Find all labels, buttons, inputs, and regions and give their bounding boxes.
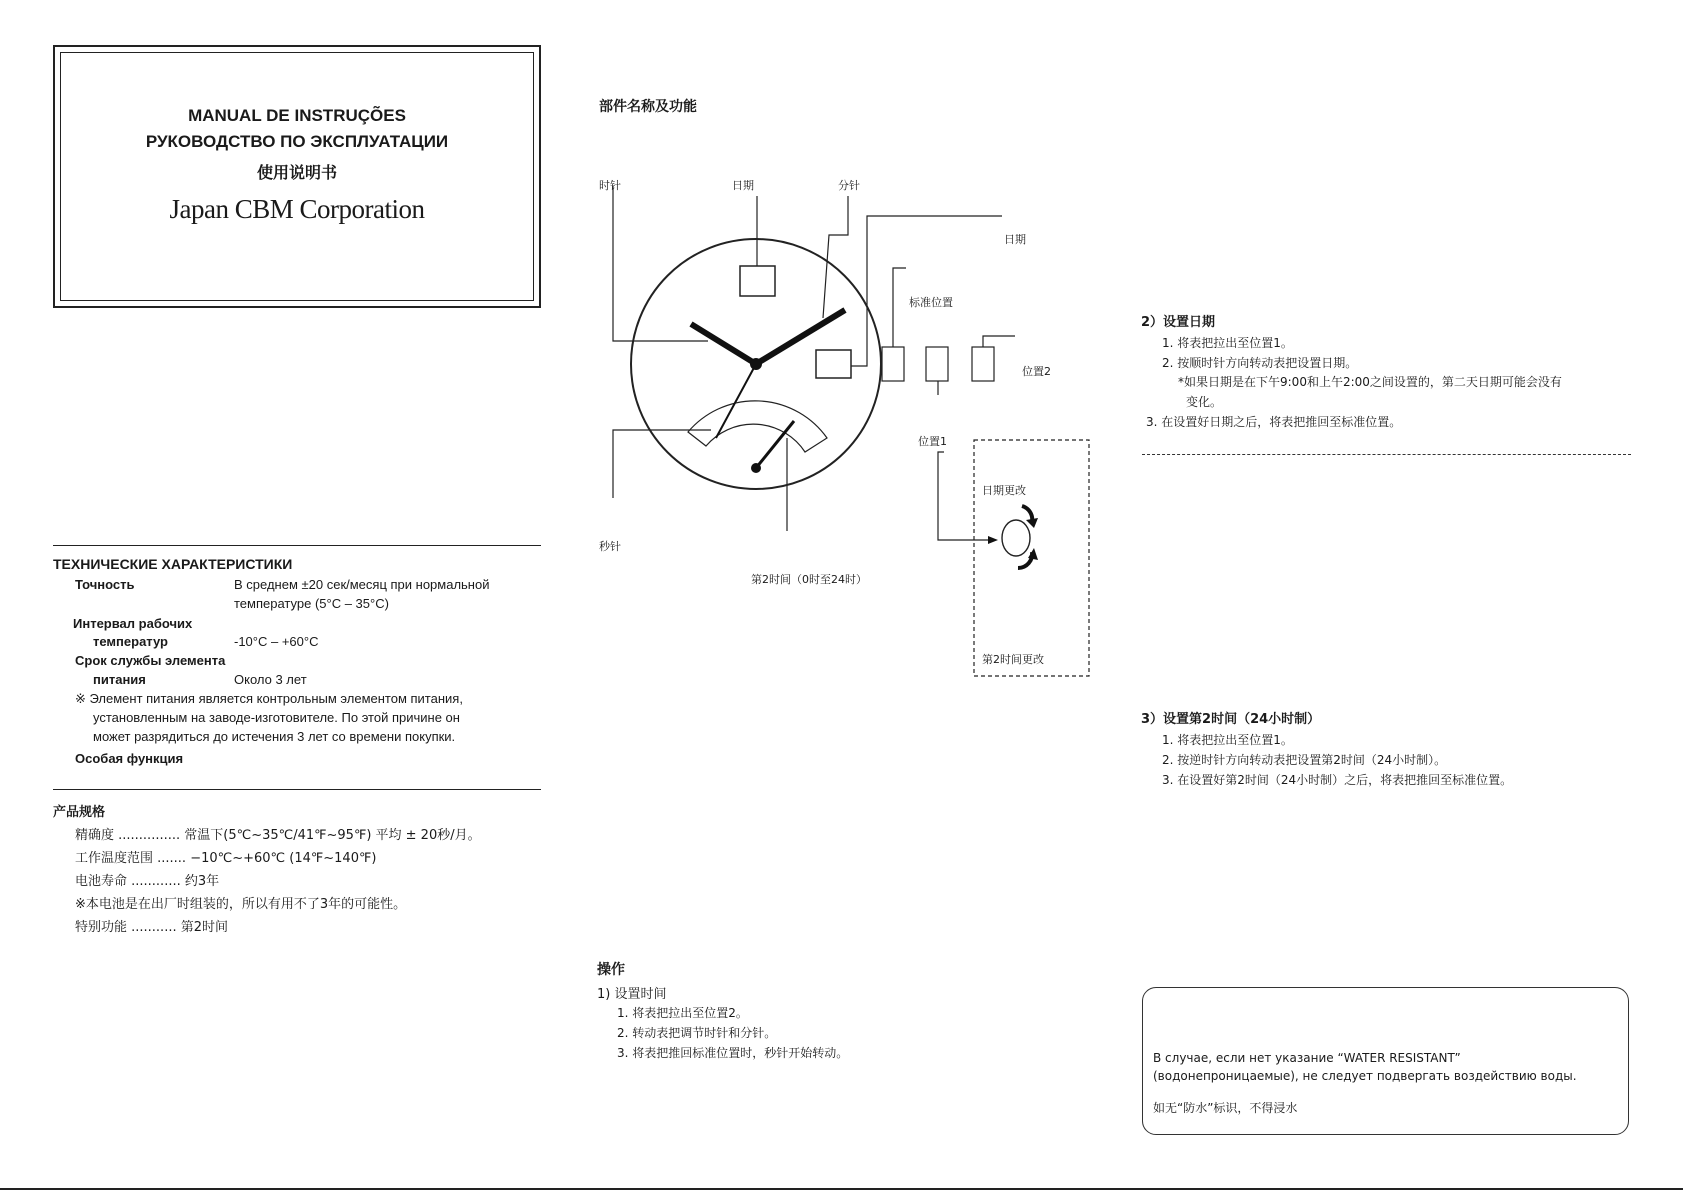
cn-accuracy: 精确度 ............... 常温下(5℃~35℃/41℉~95℉) 平均 ± 20秒/月。 bbox=[75, 828, 481, 843]
cn-specs-heading: 产品规格 bbox=[53, 805, 106, 820]
label-position2: 位置2 bbox=[1022, 365, 1051, 378]
leader-position1 bbox=[938, 452, 988, 540]
hour-hand bbox=[691, 324, 756, 364]
set-date-step3: 3. 在设置好日期之后，将表把推回至标准位置。 bbox=[1146, 415, 1402, 429]
leader-hour-hand bbox=[613, 186, 708, 341]
ru-battery-label: Срок службы элемента bbox=[75, 653, 226, 668]
date-window-top bbox=[740, 266, 775, 296]
rotation-arrow-bottom-head bbox=[1028, 548, 1038, 560]
op-set-time-heading: 1) 设置时间 bbox=[597, 987, 667, 1002]
second-time-pivot bbox=[751, 463, 761, 473]
ru-specs-heading: ТЕХНИЧЕСКИЕ ХАРАКТЕРИСТИКИ bbox=[53, 556, 293, 572]
label-second-time-change: 第2时间更改 bbox=[982, 653, 1044, 666]
rotation-arrow-bottom bbox=[1018, 552, 1032, 568]
page-bottom-edge bbox=[0, 1188, 1683, 1190]
op-set-time-step1: 1. 将表把拉出至位置2。 bbox=[617, 1006, 748, 1020]
cn-battery: 电池寿命 ............ 约3年 bbox=[75, 874, 220, 889]
set-date-note: *如果日期是在下午9:00和上午2:00之间设置的，第二天日期可能会没有 bbox=[1178, 375, 1562, 389]
minute-hand bbox=[756, 310, 845, 364]
label-minute-hand: 分针 bbox=[838, 179, 860, 192]
ru-note-line-3: может разрядиться до истечения 3 лет со времени покупки. bbox=[93, 729, 456, 744]
label-position1: 位置1 bbox=[918, 435, 947, 448]
label-second-time: 第2时间（0时至24时） bbox=[751, 573, 867, 586]
leader-minute-hand bbox=[823, 196, 848, 318]
set-second-time-step3: 3. 在设置好第2时间（24小时制）之后，将表把推回至标准位置。 bbox=[1162, 773, 1513, 787]
set-date-note-2: 变化。 bbox=[1186, 395, 1223, 409]
ru-note-line-1: ※ Элемент питания является контрольным элементом питания, bbox=[75, 691, 463, 706]
label-hour-hand: 时针 bbox=[599, 179, 621, 192]
set-second-time-step2: 2. 按逆时针方向转动表把设置第2时间（24小时制）。 bbox=[1162, 753, 1447, 767]
leader-normal-position bbox=[893, 268, 906, 347]
cn-note: ※本电池是在出厂时组装的，所以有用不了3年的可能性。 bbox=[75, 897, 407, 912]
ru-temp-label-2: температур bbox=[93, 634, 168, 649]
leader-second-hand bbox=[613, 430, 711, 498]
op-set-time-step3: 3. 将表把推回标准位置时，秒针开始转动。 bbox=[617, 1046, 849, 1060]
label-second-hand: 秒针 bbox=[599, 540, 621, 553]
ru-battery-label-2: питания bbox=[93, 672, 146, 687]
set-second-time-heading: 3）设置第2时间（24小时制） bbox=[1141, 712, 1321, 727]
cn-special: 特别功能 ........... 第2时间 bbox=[75, 920, 228, 935]
cover-title-cn: 使用说明书 bbox=[256, 165, 337, 182]
second-time-arc bbox=[688, 401, 827, 452]
cover-title-ru: РУКОВОДСТВО ПО ЭКСПЛУАТАЦИИ bbox=[145, 132, 449, 151]
ru-accuracy-label: Точность bbox=[75, 577, 135, 592]
arrowhead-position1 bbox=[988, 536, 998, 544]
ru-battery-value: Около 3 лет bbox=[234, 672, 307, 687]
leader-position2 bbox=[983, 336, 1015, 347]
leader-date-right bbox=[851, 216, 1002, 366]
ru-note-line-2: установленным на заводе-изготовителе. По этой причине он bbox=[93, 710, 460, 725]
company-name: Japan CBM Corporation bbox=[169, 194, 425, 224]
set-second-time-step1: 1. 将表把拉出至位置1。 bbox=[1162, 733, 1293, 747]
set-date-heading: 2）设置日期 bbox=[1141, 315, 1216, 330]
ru-accuracy-value: В среднем ±20 сек/месяц при нормальной bbox=[234, 577, 490, 592]
label-normal-position: 标准位置 bbox=[909, 296, 953, 309]
water-resistance-note bbox=[1142, 987, 1629, 1135]
ru-special-label: Особая функция bbox=[75, 751, 184, 766]
set-date-step1: 1. 将表把拉出至位置1。 bbox=[1162, 336, 1293, 350]
label-date-right: 日期 bbox=[1004, 233, 1026, 246]
operation-heading: 操作 bbox=[597, 962, 625, 978]
ru-temp-value: -10°C – +60°C bbox=[234, 634, 319, 649]
dashed-divider bbox=[1142, 454, 1631, 455]
ru-temp-label: Интервал рабочих bbox=[73, 616, 193, 631]
cn-temp: 工作温度范围 ....... −10℃~+60℃ (14℉~140℉) bbox=[75, 851, 377, 866]
date-window-right bbox=[816, 350, 851, 378]
set-date-step2: 2. 按顺时针方向转动表把设置日期。 bbox=[1162, 356, 1358, 370]
diagram-heading: 部件名称及功能 bbox=[599, 99, 697, 115]
crown-normal bbox=[882, 347, 904, 381]
cover-title-pt: MANUAL DE INSTRUÇÕES bbox=[188, 106, 406, 125]
water-note-ru-1: В случае, если нет указание “WATER RESISTANT” bbox=[1153, 1051, 1461, 1065]
water-note-ru-2: (водонепроницаемые), не следует подвергать воздействию воды. bbox=[1153, 1069, 1577, 1083]
crown-position2 bbox=[972, 347, 994, 381]
op-set-time-step2: 2. 转动表把调节时针和分针。 bbox=[617, 1026, 777, 1040]
rotation-ellipse bbox=[1002, 520, 1030, 556]
ru-accuracy-value-2: температуре (5°C – 35°C) bbox=[234, 596, 389, 611]
crown-position1 bbox=[926, 347, 948, 381]
label-date-top: 日期 bbox=[732, 179, 754, 192]
water-note-cn: 如无“防水”标识，不得浸水 bbox=[1153, 1101, 1298, 1115]
rotation-arrow-top-head bbox=[1026, 518, 1038, 528]
hands-pivot bbox=[750, 358, 762, 370]
label-date-change: 日期更改 bbox=[982, 484, 1026, 497]
